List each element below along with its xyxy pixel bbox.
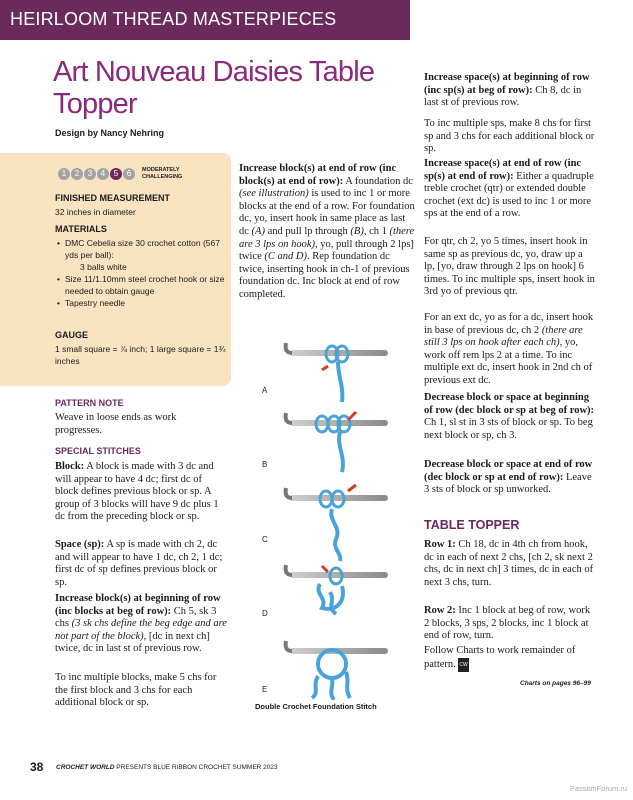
diagram-label-a: A — [262, 386, 268, 395]
row-2-term: Row 2: — [424, 605, 456, 616]
inc-end-text: . Rep foundation dc twice, inserting hook in ch-1 of previous foundation dc. Inc block at end of row completed. — [239, 251, 410, 300]
inc-end-text: and pull lp through — [264, 225, 351, 237]
inc-beg-note: (3 sk chs define the beg edge and are not part of the block) — [55, 618, 227, 642]
row-1-instructions — [424, 539, 596, 589]
diagram-c — [286, 485, 388, 561]
space-definition — [55, 539, 227, 589]
foundation-stitch-illustration — [270, 330, 410, 700]
dec-end-term: Decrease block or space at end of row (dec block or sp at end of row): — [424, 459, 593, 483]
inc-end-text: , yo, pull through 2 lps] twice — [239, 238, 414, 263]
finished-heading: FINISHED MEASUREMENT — [55, 193, 171, 203]
special-stitches-heading: SPECIAL STITCHES — [55, 446, 141, 456]
inc-end-note: (A) — [251, 225, 265, 237]
inc-beg-text-2: , [dc in next ch] twice, dc in last st of previous row. — [55, 630, 210, 655]
ext-dc-text: For an ext dc, yo as for a dc, insert hook in base of previous dc, ch 2 — [424, 312, 594, 336]
block-text: A block is made with 3 dc and will appear to have 4 dc; first dc of block defines previous block or sp. A group of 3 blocks will have 9 dc plus 1 dc from the preceding block or sp. — [55, 461, 219, 523]
row-1-term: Row 1: — [424, 539, 456, 550]
inc-sp-beg-text: Ch 8, dc in last st of previous row. — [424, 84, 582, 109]
inc-end-text: is used to inc 1 or more blocks at the end of a row. For foundation dc, yo, insert hook in same place as last dc — [239, 188, 415, 237]
skill-dot: 2 — [71, 168, 83, 180]
diagram-caption: Double Crochet Foundation Stitch — [255, 702, 377, 711]
skill-label: MODERATELY CHALLENGING — [142, 167, 183, 180]
ext-dc-text-2: , yo, work off rem lps 2 at a time. To inc multiple ext dc, insert hook in 2nd ch of previous ext dc. — [424, 337, 593, 386]
materials-list — [55, 237, 230, 309]
inc-sp-beg-definition — [424, 72, 596, 110]
space-term: Space (sp): — [55, 539, 105, 550]
diagram-label-c: C — [262, 535, 268, 544]
inc-sp-beg-term: Increase space(s) at beginning of row (inc sp(s) at beg of row): — [424, 72, 590, 96]
qtr-instructions: For qtr, ch 2, yo 5 times, insert hook in same sp as previous dc, yo, draw up a lp, [yo, draw through 2 lps on hook] 6 times. To inc multiple sps, insert hook in 3rd yo of previous qtr. — [424, 236, 595, 298]
pattern-note-text: Weave in loose ends as work progresses. — [55, 412, 177, 436]
cw-logo: CW — [458, 658, 468, 673]
skill-dot: 1 — [58, 168, 70, 180]
diagram-b — [286, 412, 388, 472]
ext-dc-note: (there are still 3 lps on hook after each ch) — [424, 324, 583, 349]
skill-dot: 3 — [84, 168, 96, 180]
inc-sp-end-definition — [424, 158, 596, 221]
inc-beg-definition — [55, 593, 227, 656]
inc-beg-multiple: To inc multiple blocks, make 5 chs for the first block and 3 chs for each additional block or sp. — [55, 672, 217, 709]
dec-end-text: Leave 3 sts of block or sp unworked. — [424, 471, 592, 496]
designer-byline: Design by Nancy Nehring — [55, 128, 165, 138]
dec-beg-text: Ch 1, sl st in 3 sts of block or sp. To beg next block or sp, ch 3. — [424, 417, 593, 441]
dec-beg-term: Decrease block or space at beginning of row (dec block or sp at beg of row): — [424, 392, 595, 416]
skill-dot: 6 — [123, 168, 135, 180]
materials-item: • Size 11/1.10mm steel crochet hook or size needed to obtain gauge — [55, 273, 230, 297]
inc-end-term: Increase block(s) at end of row (inc block(s) at end of row): — [239, 163, 397, 187]
row-1-text: Ch 18, dc in 4th ch from hook, dc in each of next 2 chs, [ch 2, sk next 2 chs, dc in next ch] 3 times, dc in each of next 3 chs, turn. — [424, 539, 594, 588]
materials-item: • DMC Cebelia size 30 crochet cotton (567 yds per ball): — [55, 237, 230, 261]
gauge-heading: GAUGE — [55, 330, 89, 340]
inc-sp-beg-multiple: To inc multiple sps, make 8 chs for first sp and 3 chs for each additional block or sp. — [424, 118, 595, 155]
diagram-label-d: D — [262, 609, 268, 618]
diagram-label-b: B — [262, 460, 268, 469]
table-topper-heading: TABLE TOPPER — [424, 518, 520, 532]
inc-sp-end-term: Increase space(s) at end of row (inc sp(s) at end of row): — [424, 158, 582, 182]
skill-level — [58, 167, 192, 181]
diagram-d — [286, 565, 388, 614]
row-2-text: Inc 1 block at beg of row, work 2 blocks, 3 sps, 2 blocks, inc 1 block at end of row, turn. — [424, 605, 591, 642]
footer-brand: CROCHET WORLD — [56, 764, 115, 771]
inc-end-definition — [239, 163, 415, 302]
inc-beg-text: Ch 5, sk 3 chs — [55, 605, 217, 630]
skill-dot: 4 — [97, 168, 109, 180]
finished-text: 32 inches in diameter — [55, 207, 136, 217]
inc-end-note: (C and D) — [264, 251, 307, 263]
charts-note: Charts on pages 96–99 — [520, 680, 591, 687]
materials-item: 3 balls white — [80, 262, 127, 272]
inc-end-note: (see illustration) — [239, 188, 309, 200]
dec-beg-definition — [424, 392, 596, 442]
inc-sp-end-text: Either a quadruple treble crochet (qtr) or extended double crochet (ext dc) is used to inc 1 or more sps at the end of a row. — [424, 170, 594, 220]
follow-charts — [424, 645, 596, 672]
inc-end-note: (there are 3 lps on hook) — [239, 225, 415, 250]
block-term: Block: — [55, 461, 85, 472]
follow-charts-text: Follow Charts to work remainder of pattern. — [424, 645, 576, 670]
page-title: Art Nouveau Daisies Table Topper — [53, 56, 375, 120]
footer-publication — [56, 764, 278, 771]
diagram-a — [286, 343, 388, 402]
materials-heading: MATERIALS — [55, 224, 107, 234]
section-title: HEIRLOOM THREAD MASTERPIECES — [10, 9, 337, 29]
space-text: A sp is made with ch 2, dc and will appear to have 1 dc, ch 2, 1 dc; first dc of sp defines previous block or sp. — [55, 539, 223, 588]
skill-dot-active: 5 — [110, 168, 122, 180]
gauge-text: 1 small square = ⅞ inch; 1 large square = 1¾ inches — [55, 344, 226, 366]
page-number: 38 — [30, 760, 44, 774]
pattern-note-heading: PATTERN NOTE — [55, 398, 124, 408]
diagram-e — [286, 641, 388, 700]
row-2-instructions — [424, 605, 596, 643]
ext-dc-instructions — [424, 312, 596, 388]
block-definition — [55, 461, 227, 524]
inc-end-note: (B) — [350, 225, 364, 237]
inc-end-text: , ch 1 — [363, 225, 390, 237]
materials-item: • Tapestry needle — [55, 297, 230, 309]
section-header-bar — [0, 0, 410, 40]
footer-issue: PRESENTS BLUE RIBBON CROCHET SUMMER 2023 — [114, 764, 278, 771]
dec-end-definition — [424, 459, 596, 497]
watermark: PassionForum.ru — [569, 784, 627, 793]
info-box — [48, 153, 231, 386]
diagram-label-e: E — [262, 685, 268, 694]
inc-end-text: A foundation dc — [343, 175, 413, 187]
inc-beg-term: Increase block(s) at beginning of row (inc blocks at beg of row): — [55, 593, 221, 617]
